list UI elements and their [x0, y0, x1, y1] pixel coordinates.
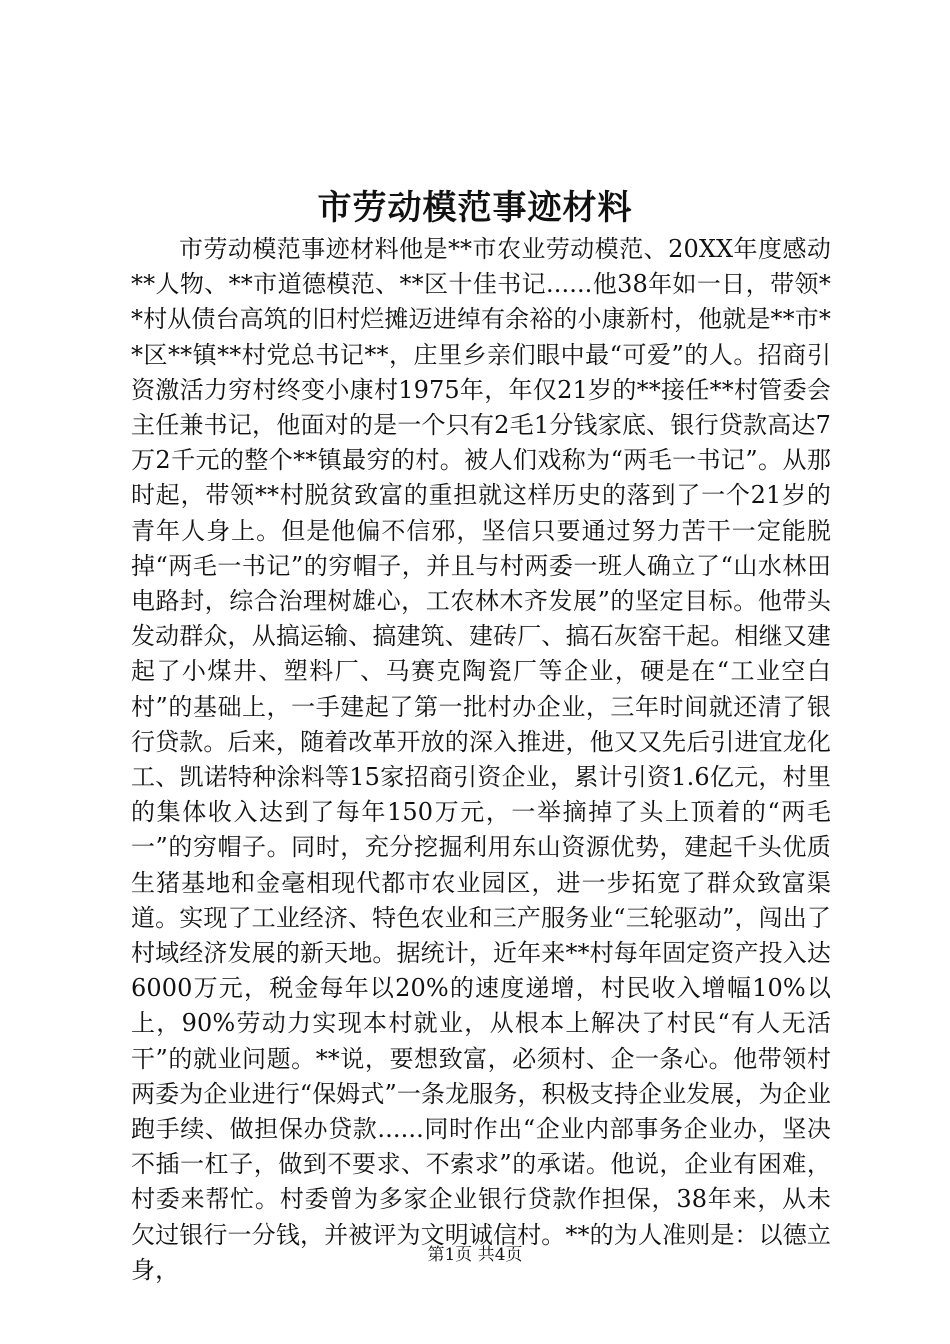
- page-title: 市劳动模范事迹材料: [317, 188, 633, 228]
- page-number: 第1页 共4页: [427, 1245, 523, 1265]
- body-paragraph: 市劳动模范事迹材料他是**市农业劳动模范、20XX年度感动**人物、**市道德模范、**区十佳书记......他38年如一日，带领**村从债台高筑的旧村烂摊迈进绰有余裕的小康新村，他就是**市**区**镇**村党总书记**，庄里乡亲们眼中最“可爱”的人。招商引资激活力穷村终变小康村1975年，年仅21岁的**接任**村管委会主任兼书记，他面对的是一个只有2毛1分钱家底、银行贷款高达7万2千元的整个**镇最穷的村。被人们戏称为“两毛一书记”。从那时起，带领**村脱贫致富的重担就这样历史的落到了一个21岁的青年人身上。但是他偏不信邪，坚信只要通过努力苦干一定能脱掉“两毛一书记”的穷帽子，并且与村两委一班人确立了“山水林田电路封，综合治理树雄心，工农林木齐发展”的坚定目标。他带头发动群众，从搞运输、搞建筑、建砖厂、搞石灰窑干起。相继又建起了小煤井、塑料厂、马赛克陶瓷厂等企业，硬是在“工业空白村”的基础上，一手建起了第一批村办企业，三年时间就还清了银行贷款。后来，随着改革开放的深入推进，他又又先后引进宜龙化工、凯诺特种涂料等15家招商引资企业，累计引资1.6亿元，村里的集体收入达到了每年150万元，一举摘掉了头上顶着的“两毛一”的穷帽子。同时，充分挖掘利用东山资源优势，建起千头优质生猪基地和金毫相现代都市农业园区，进一步拓宽了群众致富渠道。实现了工业经济、特色农业和三产服务业“三轮驱动”，闯出了村域经济发展的新天地。据统计，近年来**村每年固定资产投入达6000万元，税金每年以20%的速度递增，村民收入增幅10%以上，90%劳动力实现本村就业，从根本上解决了村民“有人无活干”的就业问题。**说，要想致富，必须村、企一条心。他带领村两委为企业进行“保姆式”一条龙服务，积极支持企业发展，为企业跑手续、做担保办贷款......同时作出“企业内部事务企业办，坚决不插一杠子，做到不要求、不索求”的承诺。他说，企业有困难，村委来帮忙。村委曾为多家企业银行贷款作担保，38年来，从未欠过银行一分钱，并被评为文明诚信村。**的为人准则是：以德立身，: [131, 235, 831, 1284]
